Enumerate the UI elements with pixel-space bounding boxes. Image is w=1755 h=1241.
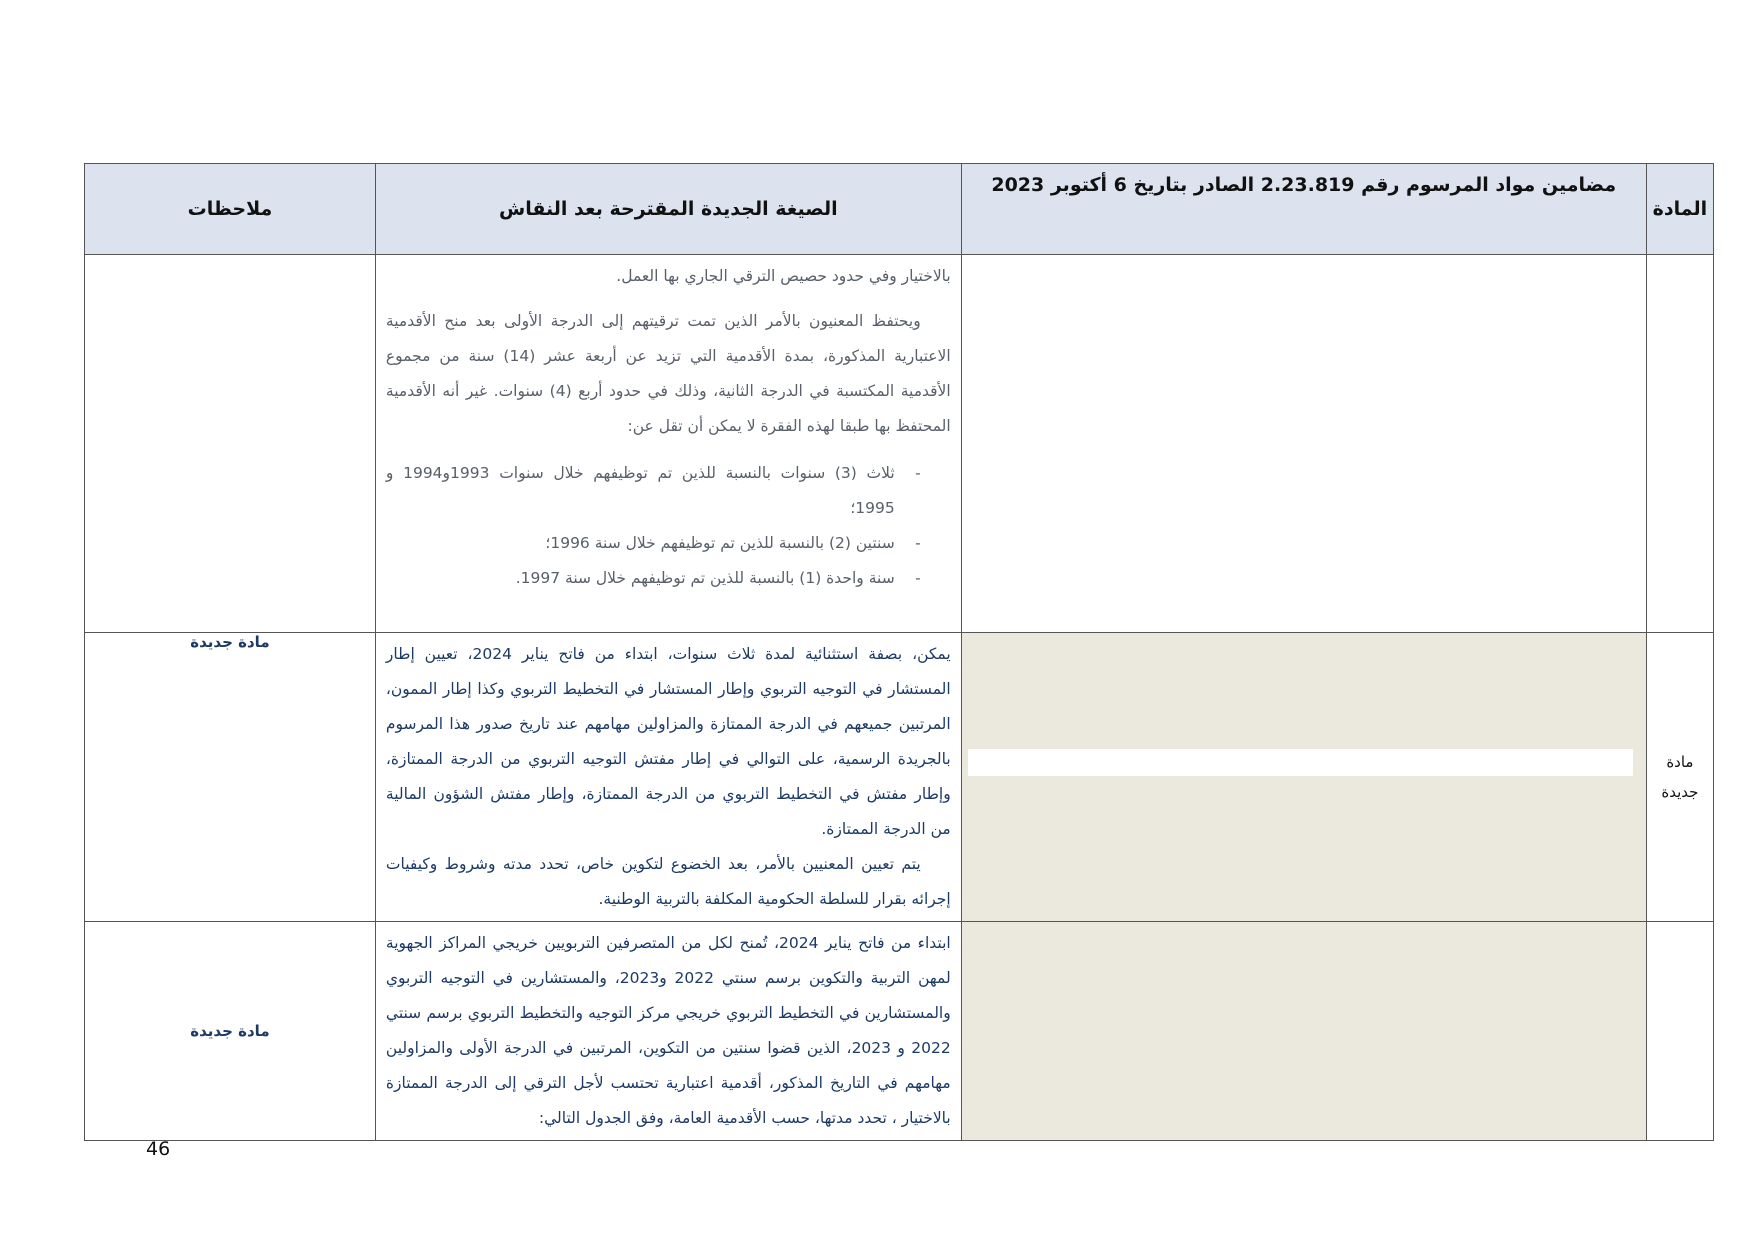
row2-article-label: مادة جديدة [1646,633,1713,922]
list-item: - ثلاث (3) سنوات بالنسبة للذين تم توظيفهم خلال سنوات 1993و1994 و 1995؛ [386,456,921,526]
row1-new-wording-cell [375,255,961,633]
page-number: 46 [146,1138,171,1160]
row1-bullet-list [386,456,951,596]
row2-note: مادة جديدة [85,633,376,922]
row2-paragraph-2: يتم تعيين المعنيين بالأمر، بعد الخضوع لتكوين خاص، تحدد مدته وشروط وكيفيات إجرائه بقرار للسلطة الحكومية المكلفة بالتربية الوطنية. [385,855,951,908]
row3-decree-cell [961,922,1646,1141]
row3-note: مادة جديدة [85,922,376,1141]
row3-new-wording-cell [375,922,961,1141]
row3-paragraph: ابتداء من فاتح يناير 2024، تُمنح لكل من المتصرفين التربويين خريجي المراكز الجهوية لمهن التربية والتكوين برسم سنتي 2022 و2023، والمستشارين في التوجيه التربوي والمستشارين في التخطيط التربوي خريجي مركز التوجيه والتخطيط التربوي برسم سنتي 2022 و 2023، الذين قضوا سنتين من التكوين، المرتبين في الدرجة الأولى والمزاولين مهامهم في التاريخ المذكور، أقدمية اعتبارية تحتسب لأجل الترقي إلى الدرجة الممتازة بالاختيار ، تحدد مدتها، حسب الأقدمية العامة، وفق الجدول التالي: [385,934,951,1127]
list-item: - سنتين (2) بالنسبة للذين تم توظيفهم خلال سنة 1996؛ [386,526,921,561]
row2-new-wording-cell [375,633,961,922]
row1-decree-cell [961,255,1646,633]
header-notes: ملاحظات [85,164,376,255]
decree-comparison-table [84,163,1714,1141]
header-new-wording: الصيغة الجديدة المقترحة بعد النقاش [375,164,961,255]
row1-notes-cell [85,255,376,633]
list-item: - سنة واحدة (1) بالنسبة للذين تم توظيفهم خلال سنة 1997. [386,561,921,596]
header-article: المادة [1646,164,1713,255]
blank-strip [968,749,1633,776]
table-row [85,633,1714,922]
row1-paragraph: ويحتفظ المعنيون بالأمر الذين تمت ترقيتهم إلى الدرجة الأولى بعد منح الأقدمية الاعتبارية المذكورة، بمدة الأقدمية التي تزيد عن أربعة عشر (14) سنة من مجموع الأقدمية المكتسبة في الدرجة الثانية، وذلك في حدود أربع (4) سنوات. غير أنه الأقدمية المحتفظ بها طبقا لهذه الفقرة لا يمكن أن تقل عن: [385,312,951,435]
row1-intro-line: بالاختيار وفي حدود حصيص الترقي الجاري بها العمل. [616,267,951,285]
header-decree-contents: مضامين مواد المرسوم رقم 2.23.819 الصادر بتاريخ 6 أكتوبر 2023 [961,164,1646,255]
table-row [85,922,1714,1141]
table-header-row [85,164,1714,255]
row3-article-cell [1646,922,1713,1141]
row2-paragraph-1: يمكن، بصفة استثنائية لمدة ثلاث سنوات، ابتداء من فاتح يناير 2024، تعيين إطار المستشار في التوجيه التربوي وإطار المستشار في التخطيط التربوي وكذا إطار الممون، المرتبين جميعهم في الدرجة الممتازة والمزاولين مهامهم عند تاريخ صدور هذا المرسوم بالجريدة الرسمية، على التوالي في إطار مفتش التوجيه التربوي من الدرجة الممتازة، وإطار مفتش في التخطيط التربوي من الدرجة الممتازة، وإطار مفتش الشؤون المالية من الدرجة الممتازة. [385,645,951,838]
row2-decree-cell [961,633,1646,922]
table-row [85,255,1714,633]
row1-article-cell [1646,255,1713,633]
